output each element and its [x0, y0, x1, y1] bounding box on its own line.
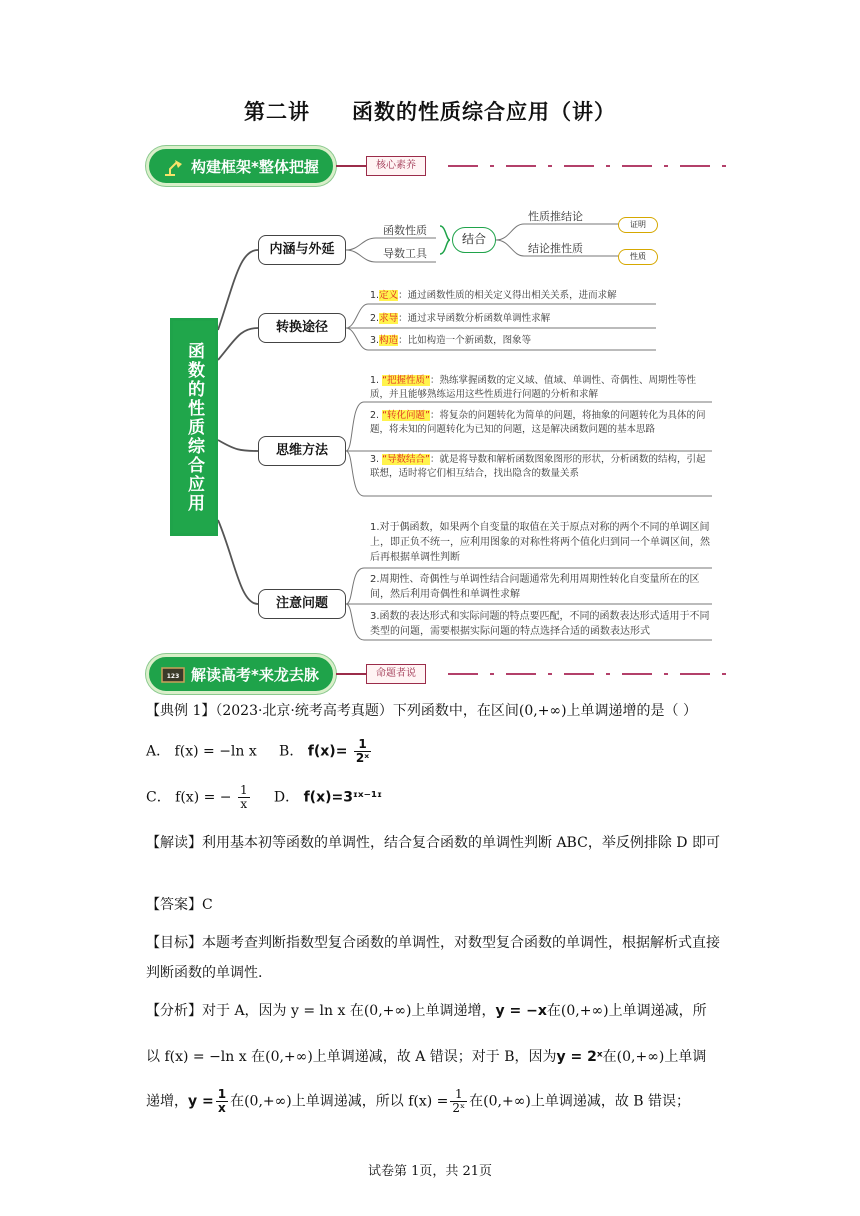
line-text: ：熟练掌握函数的定义域、值域、单调性、奇偶性、周期性等性质，并且能够熟练运用这些性质进行问题的分析和求解 [370, 375, 696, 400]
line-text: ：比如构造一个新函数，图象等 [398, 335, 532, 346]
denominator: 2ˣ [355, 751, 370, 765]
node-conversion: 转换途径 [258, 313, 346, 343]
example-heading: 【典例 1】（2023·北京·统考高考真题）下列函数中，在区间(0,+∞)上单调递增的是（ ） [146, 703, 698, 719]
line-number: 1. [370, 290, 380, 301]
highlight-keyword: “把握性质” [382, 375, 430, 386]
analysis-text: 递增， [146, 1093, 188, 1110]
line-number: 2. [370, 313, 380, 324]
banner-connector [336, 165, 366, 167]
analysis-text: 【分析】对于 A，因为 y = ln x 在(0,+∞)上单调递增， [146, 1003, 496, 1019]
lecture-topic: 函数的性质综合应用（讲） [352, 100, 616, 124]
node-thinking: 思维方法 [258, 436, 346, 466]
option-c-label: C． f(x) = − [146, 789, 232, 806]
analysis-fraction-2 [450, 1088, 467, 1115]
line-text: ：通过求导函数分析函数单调性求解 [398, 313, 551, 324]
line-number: 3. [370, 335, 380, 346]
banner-connector [336, 673, 366, 675]
numerator: 1 [239, 783, 248, 797]
answer-line: 【答案】C [146, 897, 213, 913]
lecture-number: 第二讲 [244, 100, 310, 124]
thinking-line-3 [370, 453, 710, 481]
analysis-text: 以 f(x) = −ln x 在(0,+∞)上单调递减，故 A 错误；对于 B，因为 [146, 1049, 557, 1065]
section-tag: 命题者说 [366, 664, 426, 684]
page-title [0, 96, 860, 126]
combine-bubble: 结合 [452, 227, 496, 253]
analysis-line-2 [146, 1046, 746, 1068]
analysis-formula: y = [188, 1093, 214, 1110]
attention-line-2: 2.周期性、奇偶性与单调性结合问题通常先利用周期性转化自变量所在的区间，然后利用奇偶性和单调性求解 [370, 574, 700, 600]
line-number: 3. [370, 454, 383, 465]
highlight-keyword: 构造 [379, 335, 399, 346]
node-connotation: 内涵与外延 [258, 235, 346, 265]
conclusion-to-property: 结论推性质 [528, 242, 583, 255]
mindmap-root: 函数的性质综合应用 [170, 318, 218, 536]
item-function-property: 函数性质 [383, 224, 427, 237]
property-to-conclusion: 性质推结论 [528, 210, 583, 223]
line-number: 1. [370, 375, 383, 386]
conversion-line-1 [370, 289, 617, 303]
analysis-fraction [216, 1088, 228, 1115]
analysis-formula: y = 2ˣ [556, 1049, 603, 1065]
highlight-keyword: “转化问题” [382, 410, 430, 421]
section-banner-exam [146, 654, 336, 694]
section-banner-framework [146, 146, 336, 186]
node-attention: 注意问题 [258, 589, 346, 619]
highlight-keyword: 定义 [379, 290, 399, 301]
option-a: A． f(x) = −ln x [146, 743, 257, 760]
denominator: x [240, 797, 248, 811]
analysis-line-1 [146, 1000, 746, 1022]
line-text: ：将复杂的问题转化为简单的问题，将抽象的问题转化为具体的问题，将未知的问题转化为已知的问题，这是解决函数问题的基本思路 [370, 410, 706, 435]
target-paragraph: 【目标】本题考查判断指数型复合函数的单调性，对数型复合函数的单调性，根据解析式直接判断函数的单调性. [146, 935, 720, 981]
option-b-fraction [354, 738, 371, 765]
analysis-text: 在(0,+∞)上单调递减，所以 f(x) = [230, 1093, 449, 1110]
option-b-label: B． [279, 743, 304, 760]
thinking-line-2 [370, 409, 710, 437]
options-row-2 [146, 784, 726, 811]
numerator: 1 [354, 738, 371, 752]
thinking-line-1 [370, 374, 710, 402]
option-b-lhs: f(x)= [307, 743, 348, 760]
section-banner-label: 解读高考*来龙去脉 [191, 665, 319, 684]
conversion-line-2 [370, 312, 550, 326]
denominator: x [218, 1101, 226, 1115]
section-banner-label: 构建框架*整体把握 [191, 157, 319, 176]
analysis-line-3 [146, 1088, 746, 1115]
item-derivative-tool: 导数工具 [383, 247, 427, 260]
numerator: 1 [450, 1088, 467, 1102]
highlight-keyword: “导数结合” [382, 454, 430, 465]
analysis-text: 在(0,+∞)上单调递减，所 [546, 1003, 707, 1019]
line-text: ：通过函数性质的相关定义得出相关关系，进而求解 [398, 290, 617, 301]
line-number: 2. [370, 410, 383, 421]
highlight-keyword: 求导 [379, 313, 399, 324]
dashed-divider [448, 165, 736, 167]
attention-line-1: 1.对于偶函数，如果两个自变量的取值在关于原点对称的两个不同的单调区间上，即正负不统一，应利用图象的对称性将两个值化归到同一个单调区间，然后再根据单调性判断 [370, 522, 710, 563]
section-tag: 核心素养 [366, 156, 426, 176]
lamp-icon [161, 157, 185, 177]
option-d-label: D． [273, 789, 300, 806]
svg-text:123: 123 [166, 673, 180, 680]
property-tag: 性质 [618, 249, 658, 265]
analysis-text: 在(0,+∞)上单调递减，故 B 错误； [469, 1093, 691, 1110]
option-c-fraction [238, 784, 250, 811]
line-text: ：就是将导数和解析函数图象图形的形状，分析函数的结构，引起联想，适时将它们相互结合，找出隐含的数量关系 [370, 454, 706, 479]
numerator: 1 [217, 1087, 227, 1101]
denominator: 2ˣ [452, 1101, 466, 1115]
option-d-expr: f(x)=3ᶦˣ⁻¹ᶦ [303, 789, 382, 806]
attention-line-3: 3.函数的表达形式和实际问题的特点要匹配，不同的函数表达形式适用于不同类型的问题，需要根据实际问题的特点选择合适的函数表达形式 [370, 611, 710, 637]
analysis-text: 在(0,+∞)上单调 [602, 1049, 707, 1065]
options-row-1 [146, 738, 726, 765]
blackboard-icon [161, 665, 185, 685]
proof-tag: 证明 [618, 217, 658, 233]
dashed-divider [448, 673, 736, 675]
analysis-formula: y = −x [495, 1003, 547, 1019]
page-footer: 试卷第 1页，共 21页 [367, 1164, 493, 1179]
jiedu-paragraph: 【解读】利用基本初等函数的单调性，结合复合函数的单调性判断 ABC，举反例排除 D 即可 [146, 835, 720, 851]
conversion-line-3 [370, 334, 531, 348]
